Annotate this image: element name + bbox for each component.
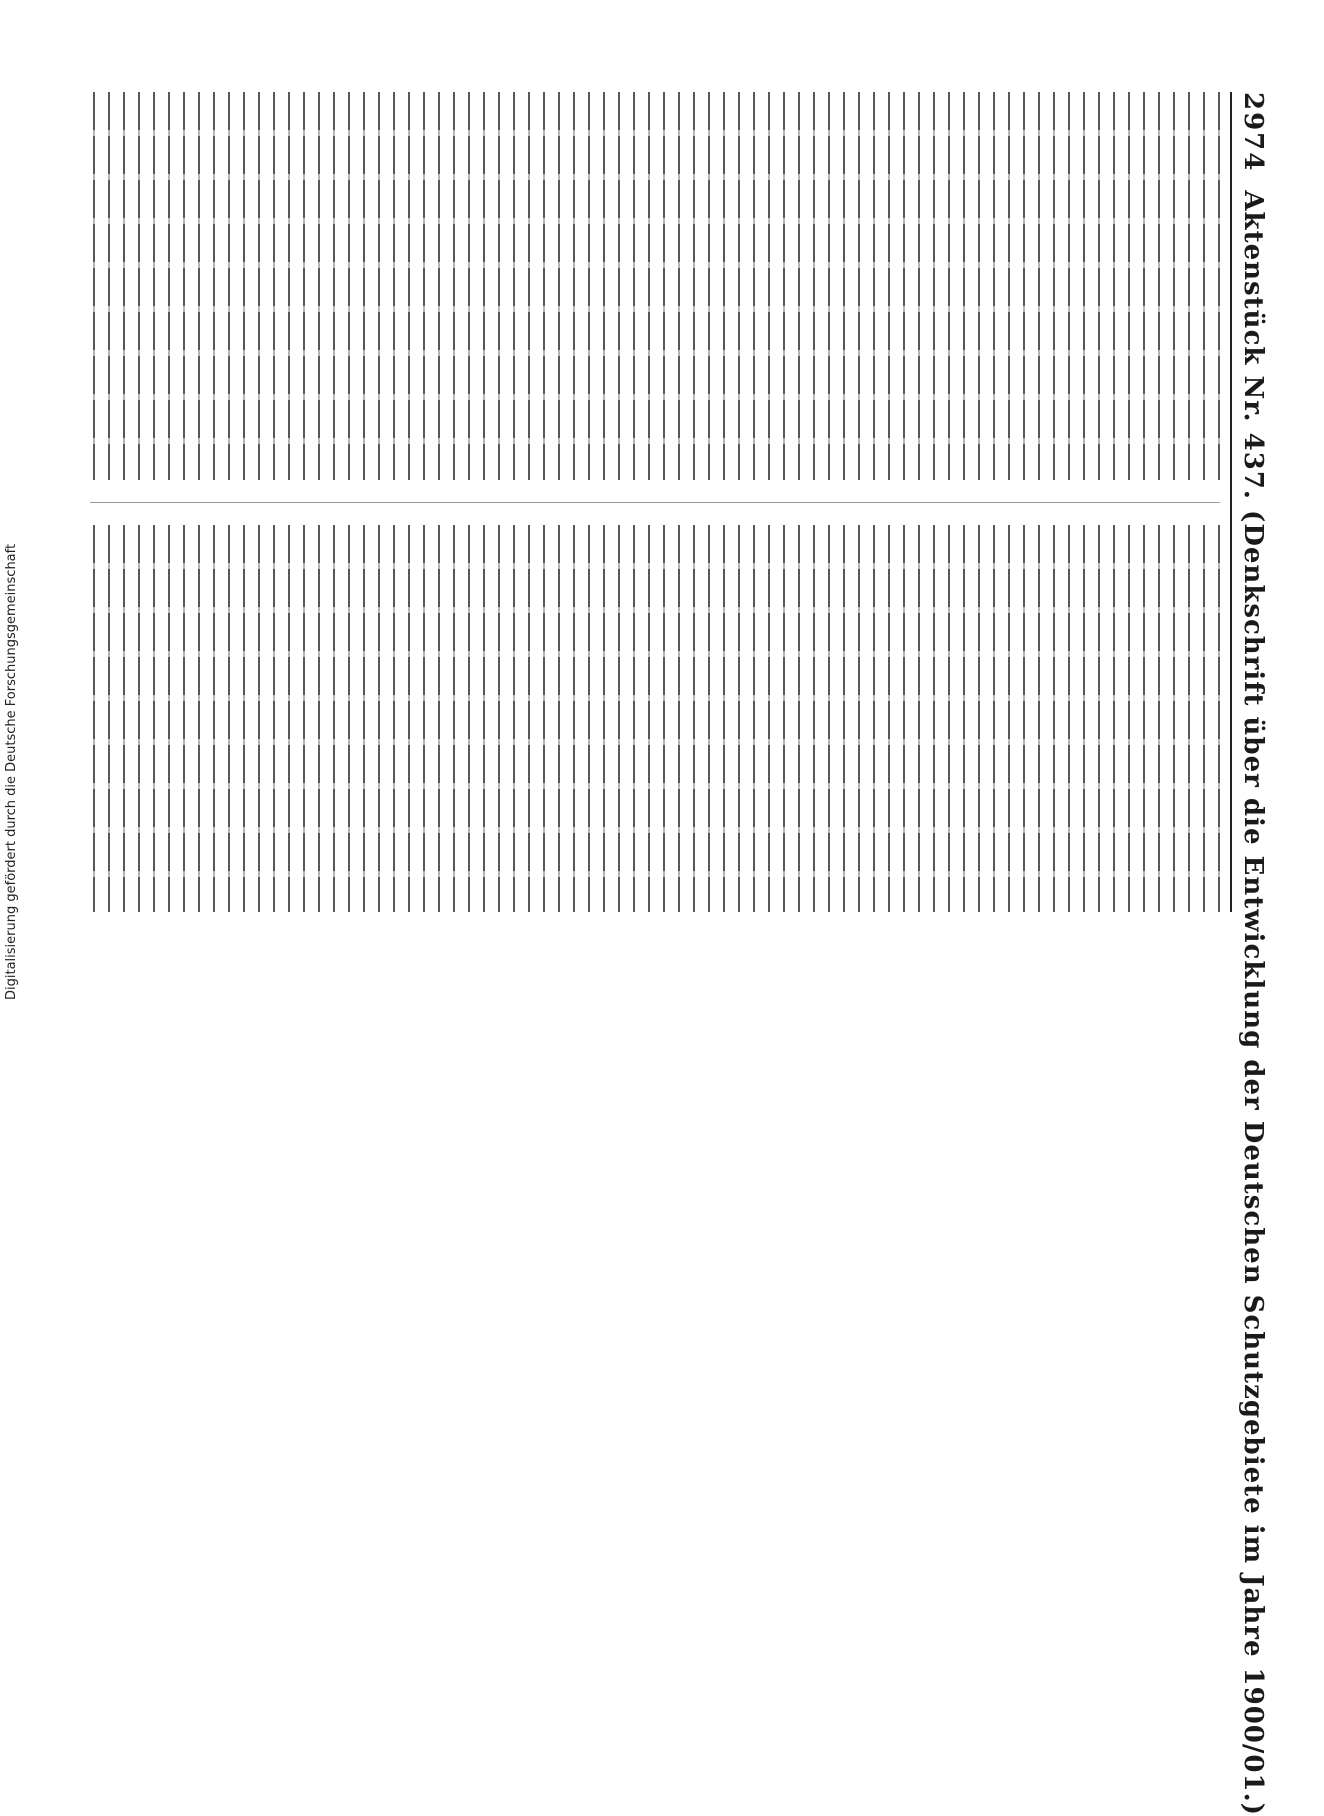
- text-column-right: [90, 525, 1220, 913]
- side-caption: [4, 0, 19, 1000]
- column-divider: [90, 502, 1220, 503]
- page-number: 2974: [1238, 92, 1268, 173]
- running-title: Aktenstück Nr. 437. (Denkschrift über die Entwicklung der Deutschen Schutzgebiete im Jahre 1900/01.): [1238, 190, 1268, 1816]
- text-column-left: [90, 92, 1220, 480]
- page-header: [1230, 92, 1268, 1816]
- text-columns: [90, 92, 1220, 912]
- rotated-page-content: [78, 92, 1268, 1816]
- side-caption-text: Digitalisierung gefördert durch die Deutsche Forschungsgemeinschaft: [4, 543, 19, 1000]
